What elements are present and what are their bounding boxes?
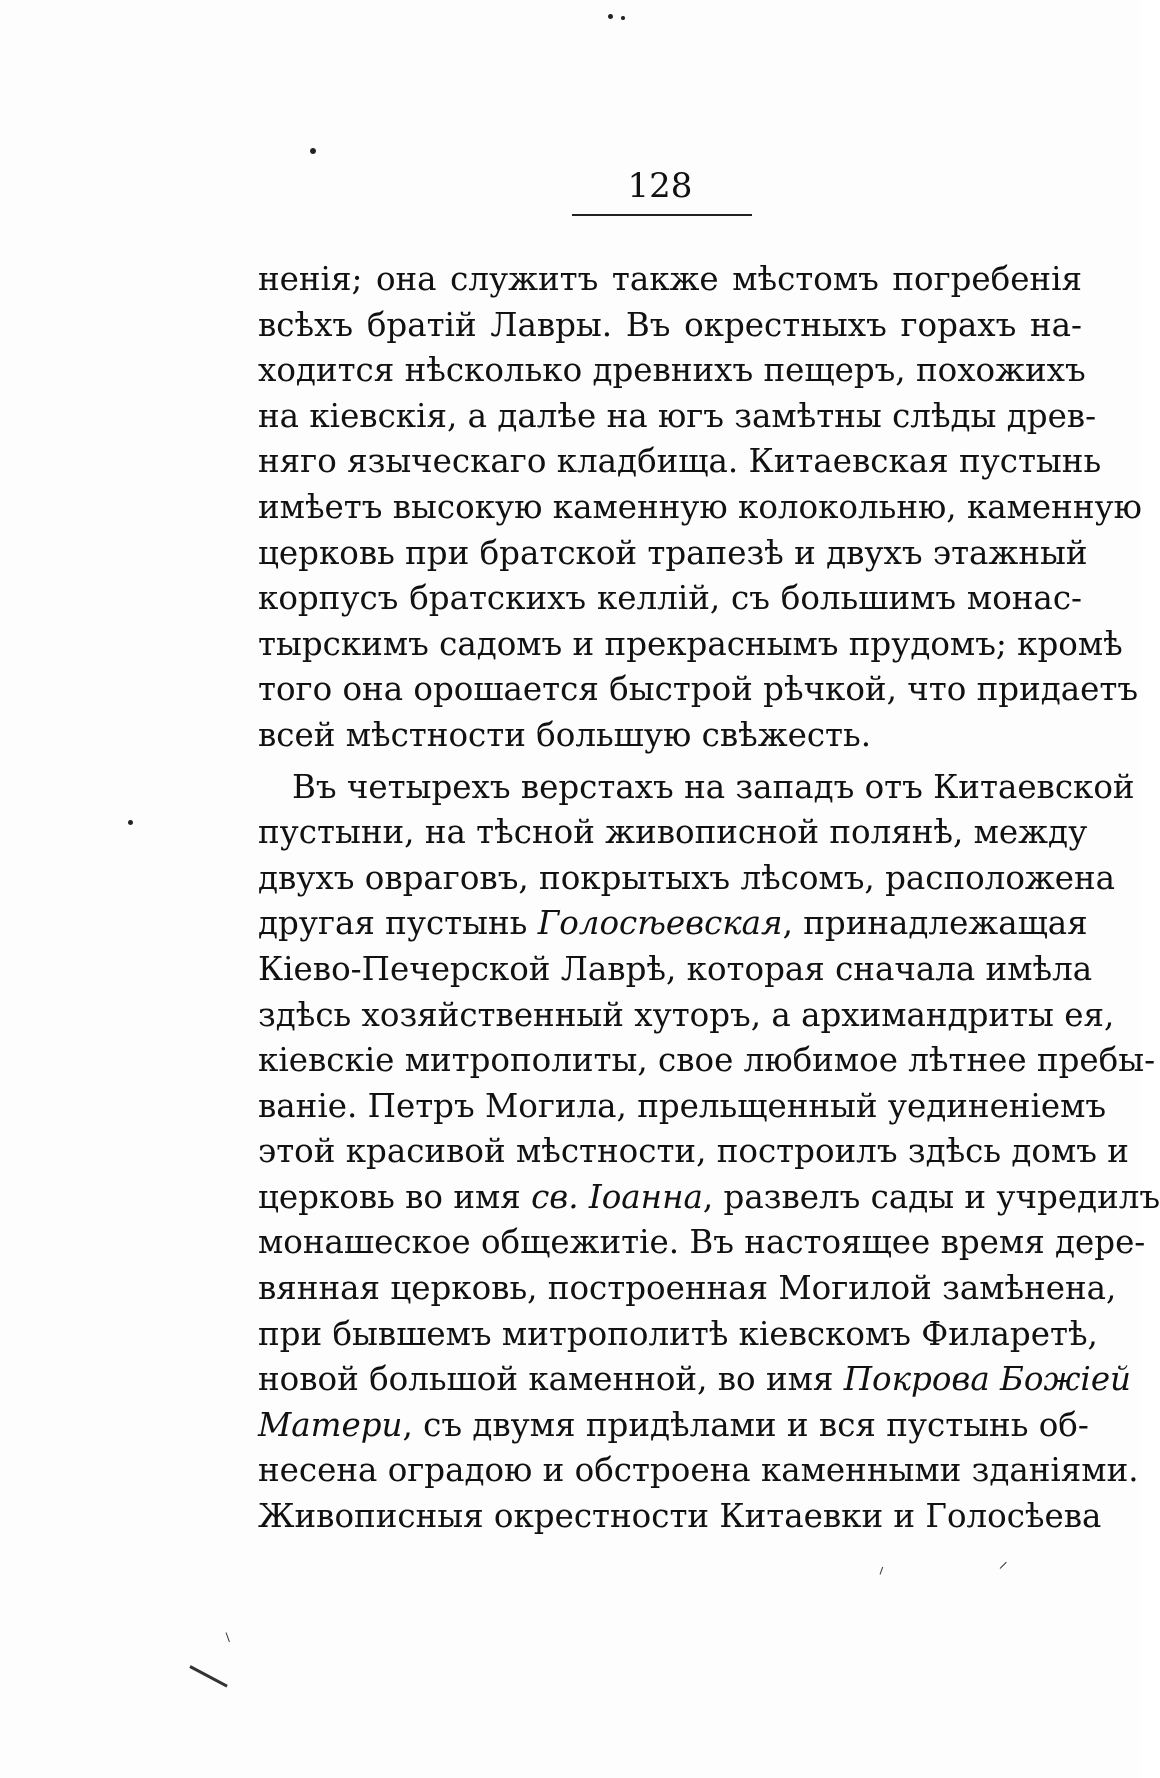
text-line [258, 1403, 1089, 1449]
text-line: церковь при братской трапезѣ и двухъ этажный [258, 533, 1088, 572]
text-run: , принадлежащая [782, 904, 1088, 943]
header-rule [572, 214, 752, 216]
italic-name: св. Іоанна [531, 1177, 703, 1216]
scan-scratch [189, 1665, 227, 1687]
text-line: этой красивой мѣстности, построилъ здѣсь домъ и [258, 1132, 1129, 1171]
text-run: церковь во имя [258, 1177, 532, 1216]
page-number: 128 [627, 166, 693, 206]
text-line: монашеское общежитіе. Въ настоящее время дере- [258, 1223, 1146, 1262]
scan-speck [621, 16, 625, 20]
scan-speck [608, 14, 613, 19]
italic-name: Покрова Божіей [843, 1360, 1131, 1399]
scan-speck [128, 820, 133, 825]
text-line: всѣхъ братій Лавры. Въ окрестныхъ горахъ на- [258, 305, 1082, 344]
text-line: ходится нѣсколько древнихъ пещеръ, похожихъ [258, 351, 1086, 390]
text-line: Въ четырехъ верстахъ на западъ отъ Китаевской [292, 767, 1135, 806]
body-text [258, 257, 1160, 1540]
text-line: вянная церковь, построенная Могилой замѣнена, [258, 1269, 1117, 1308]
text-line: того она орошается быстрой рѣчкой, что придаетъ [258, 670, 1139, 709]
text-line: двухъ овраговъ, покрытыхъ лѣсомъ, расположена [258, 858, 1116, 897]
text-line [258, 1357, 1131, 1403]
text-line: ненія; она служитъ также мѣстомъ погребенія [258, 260, 1082, 298]
scan-scratch [880, 1567, 884, 1575]
text-run: , развелъ сады и учредилъ [702, 1177, 1160, 1216]
text-line: всей мѣстности большую свѣжесть. [258, 715, 872, 754]
text-line: Живописныя окрестности Китаевки и Голосѣева [258, 1497, 1102, 1536]
italic-name: Матери [258, 1405, 403, 1444]
scan-scratch [226, 1632, 230, 1642]
text-line [258, 901, 1088, 947]
text-line: здѣсь хозяйственный хуторъ, а архимандриты ея, [258, 995, 1115, 1034]
scan-speck [310, 148, 316, 154]
text-line: няго языческаго кладбища. Китаевская пустынь [258, 442, 1102, 481]
text-line: тырскимъ садомъ и прекраснымъ прудомъ; кромѣ [258, 624, 1123, 663]
text-run: другая пустынь [258, 904, 538, 943]
text-line: ваніе. Петръ Могила, прельщенный уединеніемъ [258, 1086, 1107, 1125]
text-line [258, 1175, 1160, 1221]
italic-name: Голосѣевская [537, 904, 783, 943]
scan-scratch [1000, 1562, 1007, 1569]
text-line: кіевскіе митрополиты, свое любимое лѣтнее пребы- [258, 1041, 1156, 1080]
text-line: Кіево-Печерской Лаврѣ, которая сначала имѣла [258, 949, 1093, 988]
text-line: имѣетъ высокую каменную колокольню, каменную [258, 487, 1142, 526]
text-line: пустыни, на тѣсной живописной полянѣ, между [258, 813, 1088, 852]
text-line: на кіевскія, а далѣе на югъ замѣтны слѣды древ- [258, 396, 1097, 435]
text-run: новой большой каменной, во имя [258, 1360, 844, 1399]
text-line: несена оградою и обстроена каменными зданіями. [258, 1451, 1139, 1490]
text-line: при бывшемъ митрополитѣ кіевскомъ Филаретѣ, [258, 1314, 1098, 1353]
text-line: корпусъ братскихъ келлій, съ большимъ монас- [258, 579, 1082, 618]
text-run: , съ двумя придѣлами и вся пустынь об- [402, 1405, 1089, 1444]
